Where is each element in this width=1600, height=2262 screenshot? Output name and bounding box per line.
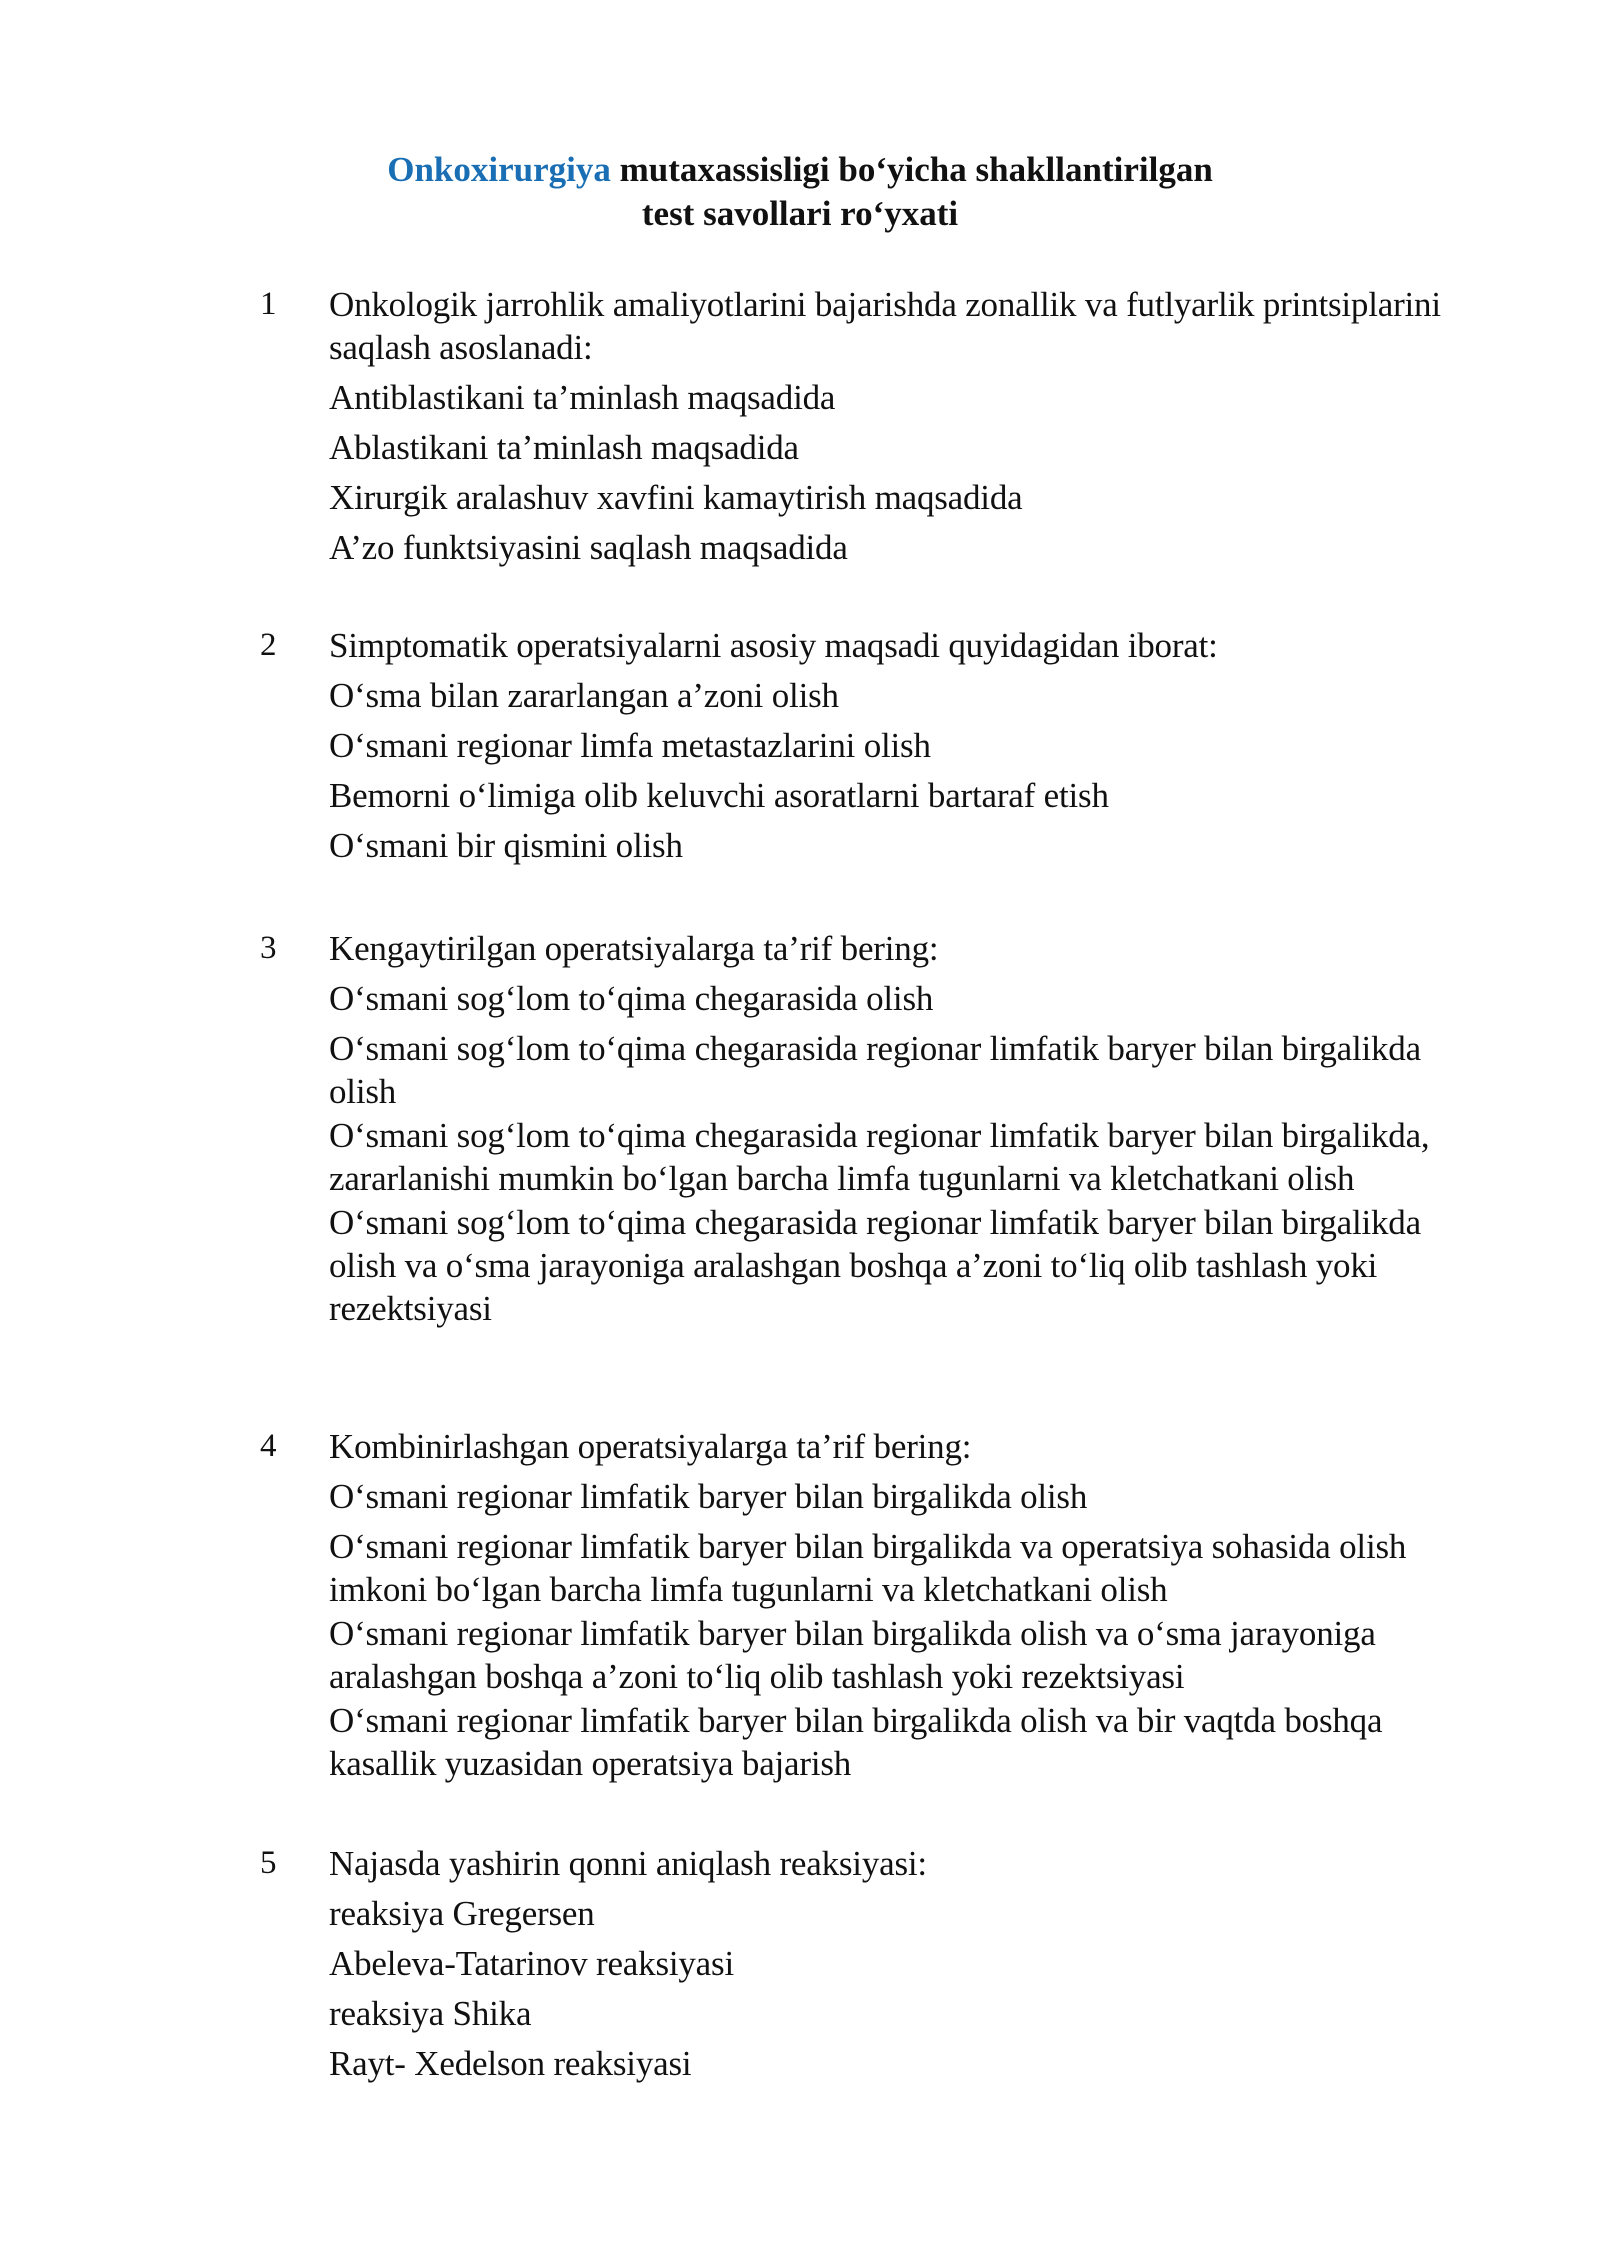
- answer-option: O‘smani regionar limfatik baryer bilan birgalikda olish va o‘sma jarayoniga aralashgan boshqa a’zoni to‘liq olib tashlash yoki rezektsiyasi: [329, 1614, 1376, 1696]
- answer-option: Antiblastikani ta’minlash maqsadida: [329, 378, 836, 417]
- question-body: [329, 1842, 1459, 2092]
- question-body: [329, 624, 1459, 874]
- answer-option: A’zo funktsiyasini saqlash maqsadida: [329, 528, 848, 567]
- question-body: [329, 927, 1459, 1331]
- question-text: Kengaytirilgan operatsiyalarga ta’rif bering:: [329, 929, 939, 968]
- title-accent-word: Onkoxirurgiya: [387, 150, 611, 189]
- question-number: 1: [260, 286, 277, 322]
- answer-option: Xirurgik aralashuv xavfini kamaytirish maqsadida: [329, 478, 1023, 517]
- question-text: Kombinirlashgan operatsiyalarga ta’rif bering:: [329, 1427, 972, 1466]
- answer-option: O‘smani sog‘lom to‘qima chegarasida olish: [329, 979, 934, 1018]
- answer-option: Bemorni o‘limiga olib keluvchi asoratlarni bartaraf etish: [329, 776, 1109, 815]
- question-text: Simptomatik operatsiyalarni asosiy maqsadi quyidagidan iborat:: [329, 626, 1218, 665]
- document-title: [0, 148, 1600, 236]
- answer-option: reaksiya Shika: [329, 1994, 532, 2033]
- question-number: 3: [260, 930, 277, 966]
- answer-option: reaksiya Gregersen: [329, 1894, 595, 1933]
- title-line-2: test savollari ro‘yxati: [641, 194, 959, 233]
- answer-option: O‘smani regionar limfatik baryer bilan birgalikda olish va bir vaqtda boshqa kasallik yuzasidan operatsiya bajarish: [329, 1701, 1383, 1783]
- answer-option: O‘smani regionar limfatik baryer bilan birgalikda va operatsiya sohasida olish imkoni bo‘lgan barcha limfa tugunlarni va kletchatkani olish: [329, 1527, 1407, 1609]
- title-line-1-rest: mutaxassisligi bo‘yicha shakllantirilgan: [619, 150, 1213, 189]
- question-text: Onkologik jarrohlik amaliyotlarini bajarishda zonallik va futlyarlik printsiplarini saqlash asoslanadi:: [329, 285, 1441, 367]
- question-number: 5: [260, 1845, 277, 1881]
- answer-option: O‘smani sog‘lom to‘qima chegarasida regionar limfatik baryer bilan birgalikda, zararlanishi mumkin bo‘lgan barcha limfa tugunlarni va kletchatkani olish: [329, 1116, 1430, 1198]
- title-line-1: [0, 148, 1600, 192]
- question-body: [329, 283, 1459, 576]
- question-number: 4: [260, 1428, 277, 1464]
- answer-option: O‘smani sog‘lom to‘qima chegarasida regionar limfatik baryer bilan birgalikda olish va o‘sma jarayoniga aralashgan boshqa a’zoni to‘liq olib tashlash yoki rezektsiyasi: [329, 1203, 1421, 1328]
- answer-option: O‘smani regionar limfatik baryer bilan birgalikda olish: [329, 1477, 1088, 1516]
- question-number: 2: [260, 627, 277, 663]
- answer-option: Ablastikani ta’minlash maqsadida: [329, 428, 799, 467]
- answer-option: Rayt- Xedelson reaksiyasi: [329, 2044, 692, 2083]
- answer-option: Abeleva-Tatarinov reaksiyasi: [329, 1944, 734, 1983]
- answer-option: O‘smani regionar limfa metastazlarini olish: [329, 726, 931, 765]
- question-body: [329, 1425, 1459, 1786]
- question-text: Najasda yashirin qonni aniqlash reaksiyasi:: [329, 1844, 927, 1883]
- answer-option: O‘smani bir qismini olish: [329, 826, 683, 865]
- answer-option: O‘sma bilan zararlangan a’zoni olish: [329, 676, 839, 715]
- answer-option: O‘smani sog‘lom to‘qima chegarasida regionar limfatik baryer bilan birgalikda olish: [329, 1029, 1421, 1111]
